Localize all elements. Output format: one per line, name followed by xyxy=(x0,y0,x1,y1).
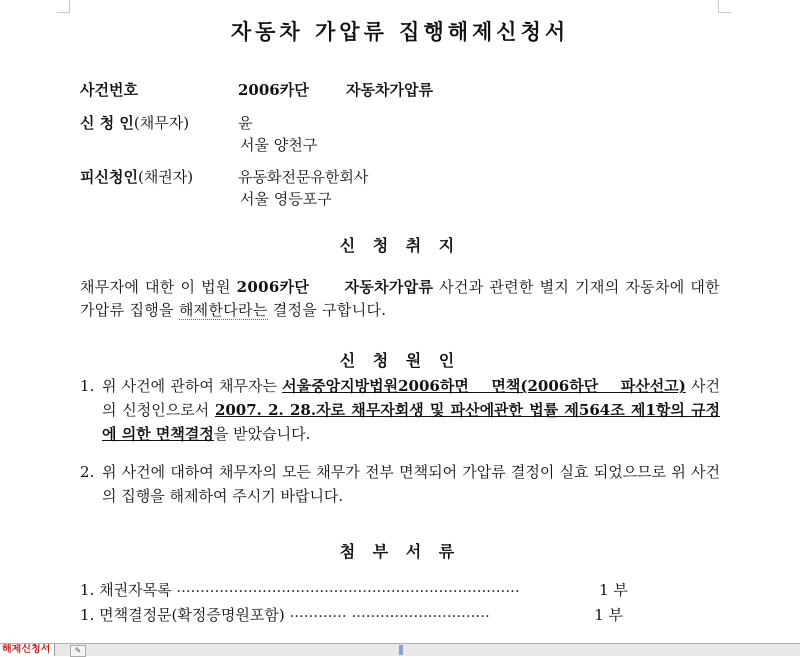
insert-sheet-icon[interactable]: ✎ xyxy=(70,645,86,657)
page-corner-mark-right xyxy=(718,0,731,13)
respondent-name: 유동화전문유한회사 xyxy=(238,168,369,186)
reason-item-2: 2. 위 사건에 대하여 채무자의 모든 채무가 전부 면책되어 가압류 결정이 실효 되었으므로 위 사건의 집행을 해제하여 주시기 바랍니다. xyxy=(80,463,720,505)
attachment-item: 1. 면책결정문(확정증명원포함) ············ ····························· 1 부 xyxy=(80,606,624,625)
document-title: 자동차 가압류 집행해제신청서 xyxy=(230,19,570,44)
purpose-heading: 신 청 취 지 xyxy=(339,236,461,255)
spellcheck-mark: 해제한다라는 xyxy=(178,301,268,319)
applicant-label: 신 청 인(채무자) xyxy=(80,114,190,132)
respondent-address: 서울 영등포구 xyxy=(240,190,332,208)
case-number-label: 사건번호 xyxy=(80,81,138,99)
respondent-label: 피신청인(채권자) xyxy=(80,168,194,186)
reason-item-1: 1. 위 사건에 관하여 채무자는 서울중앙지방법원2006하면 면책(2006하단 파산선고) 사건의 신청인으로서 2007. 2. 28.자로 채무자회생 및 파산에관한 법률 제564조 제1항의 규정에 의한 면책결정을 받았습니다. xyxy=(80,377,721,443)
page-corner-mark-left xyxy=(57,0,70,13)
case-name-value: 자동차가압류 xyxy=(346,81,433,99)
applicant-name: 윤 xyxy=(238,114,253,132)
applicant-address: 서울 양천구 xyxy=(240,136,318,154)
sheet-tab-bar xyxy=(0,643,800,656)
case-number-value: 2006카단 xyxy=(238,81,309,99)
reason-heading: 신 청 원 인 xyxy=(339,351,461,370)
sheet-tab[interactable]: 해제신청서 xyxy=(0,644,55,656)
attachment-item: 1. 채권자목록 ········································································ 1 부 xyxy=(80,581,628,600)
purpose-paragraph: 채무자에 대한 이 법원 2006카단 자동차가압류 사건과 관련한 별지 기재의 자동차에 대한 가압류 집행을 해제한다라는 결정을 구합니다. xyxy=(80,278,720,319)
attachments-heading: 첨 부 서 류 xyxy=(339,542,461,561)
horizontal-scroll-thumb[interactable] xyxy=(399,645,403,655)
